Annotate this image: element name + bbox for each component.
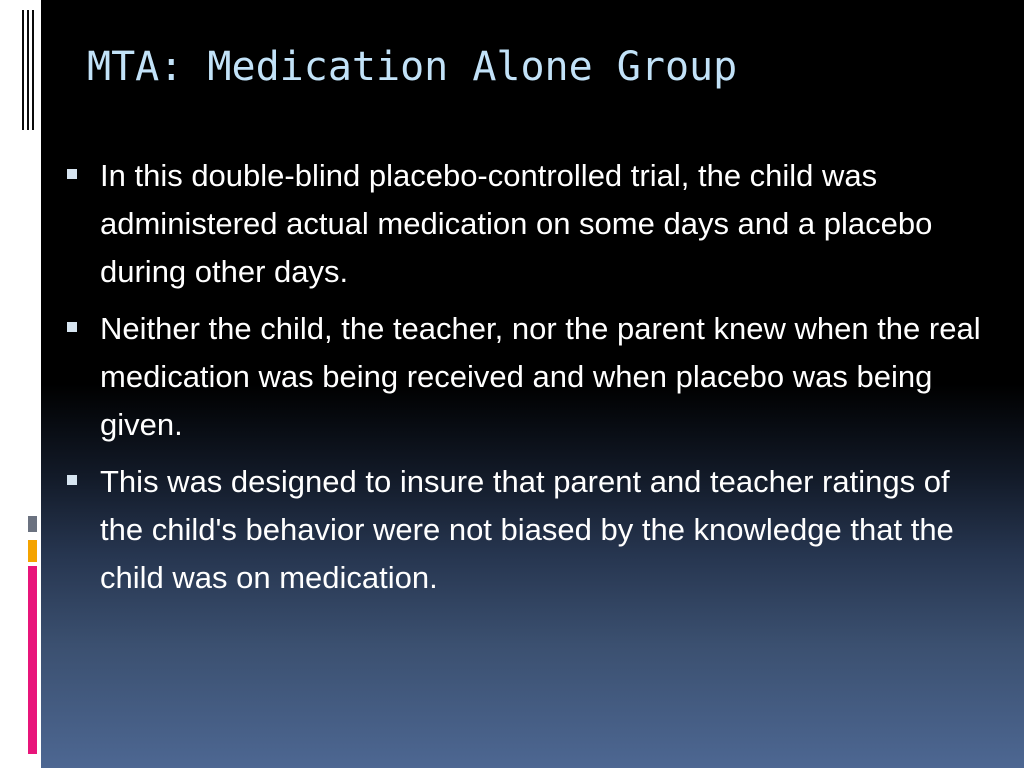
decorative-orange-block bbox=[28, 540, 37, 562]
bullet-list bbox=[63, 152, 983, 611]
slide-title: MTA: Medication Alone Group bbox=[87, 44, 738, 90]
decorative-line bbox=[22, 10, 24, 130]
left-margin-strip bbox=[0, 0, 40, 768]
decorative-pink-bar bbox=[28, 566, 37, 754]
square-bullet-icon bbox=[67, 475, 77, 485]
decorative-gray-block bbox=[28, 516, 37, 532]
bullet-item bbox=[63, 152, 983, 296]
bullet-item bbox=[63, 305, 983, 449]
decorative-line bbox=[27, 10, 29, 130]
square-bullet-icon bbox=[67, 169, 77, 179]
bullet-text: Neither the child, the teacher, nor the parent knew when the real medication was being received and when placebo was being given. bbox=[100, 311, 981, 442]
bullet-text: In this double-blind placebo-controlled trial, the child was administered actual medication on some days and a placebo during other days. bbox=[100, 158, 933, 289]
square-bullet-icon bbox=[67, 322, 77, 332]
decorative-line bbox=[32, 10, 34, 130]
bullet-item bbox=[63, 458, 983, 602]
decorative-lines bbox=[22, 10, 38, 130]
bullet-text: This was designed to insure that parent and teacher ratings of the child's behavior were not biased by the knowledge that the child was on medication. bbox=[100, 464, 954, 595]
